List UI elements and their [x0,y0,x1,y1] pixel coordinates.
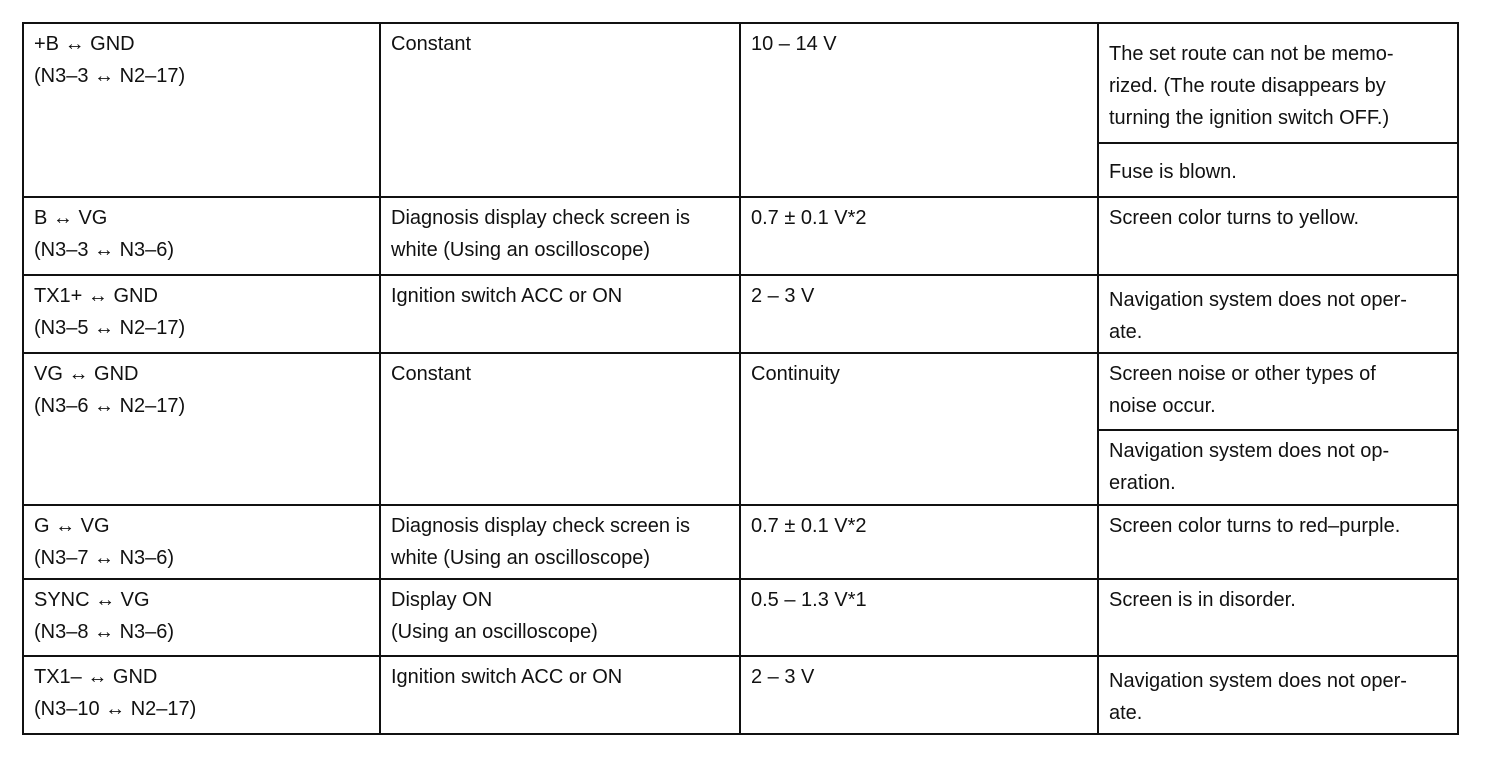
spec-value: 0.7 ± 0.1 V*2 [751,207,867,229]
terminal-pins: (N3–3 ↔ N2–17) [34,65,186,87]
terminal-pins: (N3–6 ↔ N2–17) [34,395,186,417]
symptom-text: Navigation system does not oper- [1109,670,1407,692]
terminal-cell [23,23,380,197]
condition-cell [380,656,740,734]
table-row [23,656,1458,734]
condition-text: Diagnosis display check screen is [391,207,691,229]
terminal-cell [23,505,380,579]
spec-value: 0.7 ± 0.1 V*2 [751,515,867,537]
symptom-text: Screen color turns to yellow. [1109,207,1360,229]
symptom-text: Navigation system does not op- [1109,440,1390,462]
condition-text: white (Using an oscilloscope) [391,547,651,569]
symptom-text: The set route can not be memo- [1109,43,1394,65]
spec-value: Continuity [751,363,840,385]
symptom-cell [1098,579,1458,656]
terminal-label: VG ↔ GND [34,363,139,385]
condition-cell [380,23,740,197]
symptom-text: ate. [1109,702,1143,724]
condition-text: Diagnosis display check screen is [391,515,691,537]
terminal-label: +B ↔ GND [34,33,135,55]
condition-cell [380,505,740,579]
table-row [23,275,1458,353]
spec-value: 0.5 – 1.3 V*1 [751,589,867,611]
condition-text: Ignition switch ACC or ON [391,285,623,307]
symptom-cell [1098,430,1458,505]
spec-value: 2 – 3 V [751,666,815,688]
terminal-pins: (N3–8 ↔ N3–6) [34,621,175,643]
condition-text: (Using an oscilloscope) [391,621,598,643]
spec-cell [740,579,1098,656]
terminal-cell [23,353,380,505]
terminal-label: TX1+ ↔ GND [34,285,158,307]
symptom-text: noise occur. [1109,395,1216,417]
spec-cell [740,656,1098,734]
terminal-pins: (N3–5 ↔ N2–17) [34,317,186,339]
symptom-text: Screen color turns to red–purple. [1109,515,1401,537]
terminal-cell [23,197,380,275]
condition-cell [380,579,740,656]
terminal-pins: (N3–10 ↔ N2–17) [34,698,197,720]
spec-cell [740,275,1098,353]
condition-cell [380,197,740,275]
symptom-text: Navigation system does not oper- [1109,289,1407,311]
spec-value: 2 – 3 V [751,285,815,307]
symptom-cell [1098,656,1458,734]
symptom-text: eration. [1109,472,1176,494]
symptom-cell [1098,23,1458,143]
symptom-text: Screen noise or other types of [1109,363,1376,385]
symptom-text: turning the ignition switch OFF.) [1109,107,1390,129]
condition-text: white (Using an oscilloscope) [391,239,651,261]
symptom-text: Fuse is blown. [1109,161,1237,183]
terminal-cell [23,656,380,734]
table-row [23,23,1458,143]
table-row [23,505,1458,579]
symptom-cell [1098,275,1458,353]
spec-cell [740,353,1098,505]
terminal-label: TX1– ↔ GND [34,666,158,688]
terminal-label: B ↔ VG [34,207,108,229]
terminal-inspection-table [22,22,1459,735]
table-row [23,197,1458,275]
terminal-pins: (N3–7 ↔ N3–6) [34,547,175,569]
symptom-text: ate. [1109,321,1143,343]
symptom-cell [1098,505,1458,579]
terminal-cell [23,275,380,353]
symptom-cell [1098,143,1458,197]
terminal-pins: (N3–3 ↔ N3–6) [34,239,175,261]
symptom-cell [1098,197,1458,275]
condition-text: Constant [391,363,472,385]
spec-cell [740,505,1098,579]
spec-value: 10 – 14 V [751,33,837,55]
symptom-text: rized. (The route disappears by [1109,75,1386,97]
table-row [23,579,1458,656]
condition-text: Display ON [391,589,493,611]
condition-cell [380,353,740,505]
spec-cell [740,197,1098,275]
table-row [23,353,1458,430]
condition-text: Constant [391,33,472,55]
terminal-label: G ↔ VG [34,515,110,537]
spec-cell [740,23,1098,197]
condition-cell [380,275,740,353]
symptom-cell [1098,353,1458,430]
symptom-text: Screen is in disorder. [1109,589,1296,611]
condition-text: Ignition switch ACC or ON [391,666,623,688]
terminal-cell [23,579,380,656]
terminal-label: SYNC ↔ VG [34,589,150,611]
